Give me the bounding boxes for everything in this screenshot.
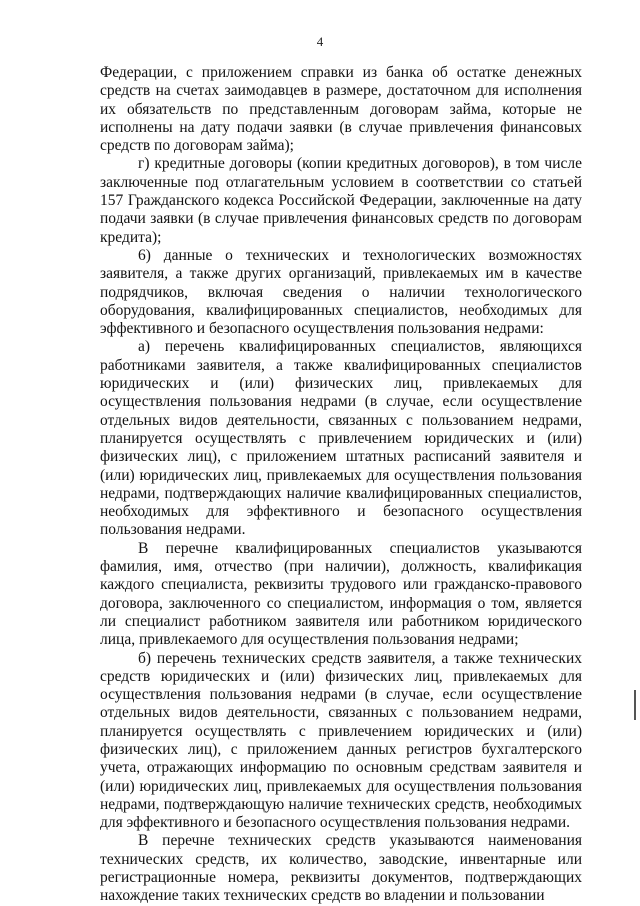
- page-number: 4: [316, 34, 324, 49]
- paragraph-continuation: Федерации, с приложением справки из банка об остатке денежных средств на счетах заимодавцев в размере, достаточном для исполнения их обязательств по представленным договорам займа, которые не исполнены на дату подачи заявки (в случае привлечения финансовых средств по договорам займа);: [100, 64, 582, 155]
- paragraph-technical-means-list: б) перечень технических средств заявителя, а также технических средств юридических и (или) физических лиц, привлекаемых для осуществления пользования недрами (в случае, если осуществление отдельных видов деятельности, связанных с пользованием недрами, планируется осуществлять с привлечением юридических и (или) физических лиц), с приложением данных регистров бухгалтерского учета, отражающих информацию по основным средствам заявителя и (или) юридических лиц, привлекаемых для осуществления пользования недрами, подтверждающую наличие технических средств, необходимых для эффективного и безопасного осуществления пользования недрами.: [100, 649, 582, 832]
- scan-edge-mark: [634, 690, 636, 720]
- body-text: [100, 64, 582, 906]
- paragraph-credit-agreements: г) кредитные договоры (копии кредитных договоров), в том числе заключенные под отлагательным условием в соответствии со статьей 157 Гражданского кодекса Российской Федерации, заключенные на дату подачи заявки (в случае привлечения финансовых средств по договорам кредита);: [100, 155, 582, 246]
- paragraph-technical-capabilities: 6) данные о технических и технологических возможностях заявителя, а также других организаций, привлекаемых им в качестве подрядчиков, включая сведения о наличии технологического оборудования, квалифицированных специалистов, необходимых для эффективного и безопасного осуществления пользования недрами:: [100, 246, 582, 338]
- paragraph-technical-means-details: В перечне технических средств указываются наименования технических средств, их количество, заводские, инвентарные или регистрационные номера, реквизиты документов, подтверждающих нахождение таких технических средств во владении и пользовании: [100, 832, 582, 905]
- paragraph-specialists-list: а) перечень квалифицированных специалистов, являющихся работниками заявителя, а также квалифицированных специалистов юридических и (или) физических лиц, привлекаемых для осуществления пользования недрами (в случае, если осуществление отдельных видов деятельности, связанных с пользованием недрами, планируется осуществлять с привлечением юридических и (или) физических лиц), с приложением штатных расписаний заявителя и (или) юридических лиц, привлекаемых для осуществления пользования недрами, подтверждающих наличие квалифицированных специалистов, необходимых для эффективного и безопасного осуществления пользования недрами.: [100, 338, 582, 539]
- paragraph-specialists-details: В перечне квалифицированных специалистов указываются фамилия, имя, отчество (при наличии), должность, квалификация каждого специалиста, реквизиты трудового или гражданско-правового договора, заключенного со специалистом, информация о том, является ли специалист работником заявителя или работником юридического лица, привлекаемого для осуществления пользования недрами;: [100, 539, 582, 649]
